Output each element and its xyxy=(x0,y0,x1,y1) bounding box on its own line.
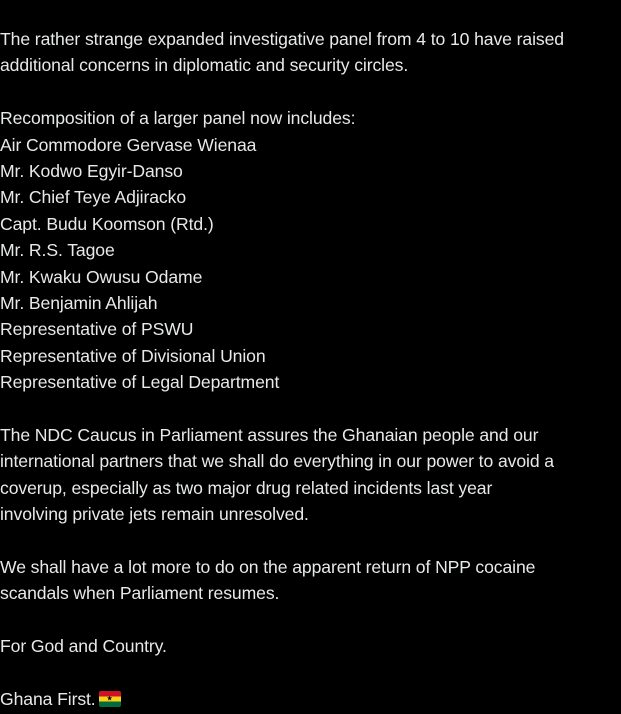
panel-heading: Recomposition of a larger panel now includes: xyxy=(0,108,356,129)
text-line: coverup, especially as two major drug related incidents last year xyxy=(0,477,493,498)
signoff-line xyxy=(0,686,621,712)
scandal-paragraph xyxy=(0,554,621,607)
signoff-text: Ghana First. xyxy=(0,689,96,710)
closing-line: For God and Country. xyxy=(0,636,167,657)
ghana-flag-icon: ★ xyxy=(99,691,121,707)
post-text xyxy=(0,26,621,712)
text-line: international partners that we shall do everything in our power to avoid a xyxy=(0,451,554,472)
panel-member: Representative of Legal Department xyxy=(0,372,280,393)
text-line: involving private jets remain unresolved. xyxy=(0,504,309,525)
panel-member: Representative of PSWU xyxy=(0,319,194,340)
panel-member: Mr. Benjamin Ahlijah xyxy=(0,293,158,314)
text-line: The rather strange expanded investigative panel from 4 to 10 have raised xyxy=(0,29,564,49)
panel-member: Air Commodore Gervase Wienaa xyxy=(0,134,257,155)
panel-member: Mr. Chief Teye Adjiracko xyxy=(0,187,187,208)
panel-member: Mr. Kwaku Owusu Odame xyxy=(0,266,203,287)
closing-paragraph xyxy=(0,633,621,659)
text-line: We shall have a lot more to do on the apparent return of NPP cocaine xyxy=(0,557,536,578)
text-line: scandals when Parliament resumes. xyxy=(0,583,280,604)
panel-member: Mr. Kodwo Egyir-Danso xyxy=(0,161,183,182)
text-line: The NDC Caucus in Parliament assures the Ghanaian people and our xyxy=(0,425,539,446)
intro-paragraph xyxy=(0,26,621,79)
panel-member: Representative of Divisional Union xyxy=(0,345,266,366)
text-line: additional concerns in diplomatic and security circles. xyxy=(0,55,409,76)
signoff-paragraph xyxy=(0,686,621,712)
panel-list xyxy=(0,105,621,395)
caucus-paragraph xyxy=(0,422,621,528)
panel-member: Mr. R.S. Tagoe xyxy=(0,240,115,261)
panel-member: Capt. Budu Koomson (Rtd.) xyxy=(0,213,214,234)
